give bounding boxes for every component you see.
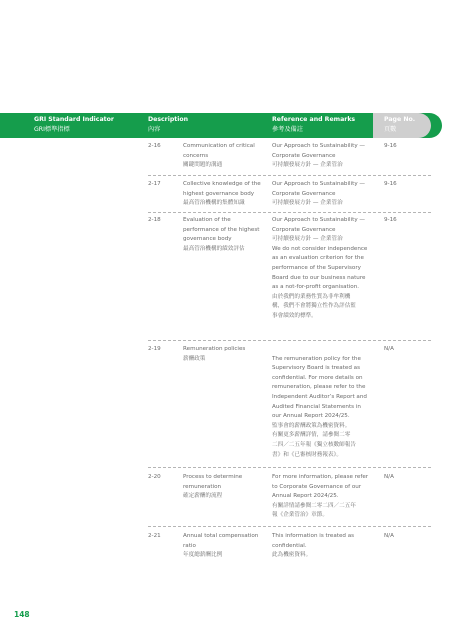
indicator-description: Communication of critical concerns 關鍵問題的溝通 [183, 143, 255, 169]
header-description-en: Description [148, 116, 189, 123]
indicator-page: N/A [384, 346, 394, 352]
indicator-description: Annual total compensation ratio 年度總薪酬比例 [183, 533, 259, 559]
row-divider [148, 526, 431, 527]
header-gri-indicator [34, 115, 114, 135]
indicator-reference: Our Approach to Sustainability — Corporate Governance 可持續發展方針 — 企業管治 [272, 181, 366, 207]
indicator-description: Remuneration policies 薪酬政策 [183, 346, 246, 362]
header-page-no [384, 115, 415, 135]
indicator-number: 2-17 [148, 181, 161, 187]
indicator-description: Evaluation of the performance of the highest governance body 最高管治機構的績效評估 [183, 217, 260, 252]
indicator-number: 2-18 [148, 217, 161, 223]
indicator-number: 2-20 [148, 474, 161, 480]
indicator-number: 2-16 [148, 143, 161, 149]
indicator-reference-text: The remuneration policy for the Supervisory Board is treated as confidential. For more details on remuneration, please refer to the Independent Auditor’s Report and Audited Financial Statements in our Annual Report 2024/25. 監事會的薪酬政策為機密資料。 有關更多薪酬詳情，請參閱二零 二四／二五年報《獨立核數師報告 書》和《已審核財務報表》。 [272, 355, 367, 458]
header-reference [272, 115, 355, 135]
indicator-page: N/A [384, 474, 394, 480]
indicator-description: Collective knowledge of the highest governance body 最高管治機構的集體知識 [183, 181, 261, 207]
indicator-reference: Our Approach to Sustainability — Corporate Governance 可持續發展方針 — 企業管治 We do not consider independence as an evaluation criterion for the performance of the Supervisory Board due to our business nature as a not-for-profit organisation. 由於我們的業務性質為非牟利機 構，我們不會將獨立性作為評估監 事會績效的標準。 [272, 217, 368, 319]
row-divider [148, 340, 431, 341]
indicator-page: 9-16 [384, 181, 397, 187]
indicator-number: 2-21 [148, 533, 161, 539]
header-reference-en: Reference and Remarks [272, 116, 356, 123]
indicator-page: N/A [384, 533, 394, 539]
indicator-reference [272, 345, 380, 460]
page-number: 148 [14, 610, 30, 619]
header-description-zh: 內容 [148, 126, 161, 133]
header-reference-zh: 參考及備註 [272, 126, 303, 133]
header-page-no-zh: 頁數 [384, 126, 397, 133]
indicator-page: 9-16 [384, 217, 397, 223]
header-gri-indicator-en: GRI Standard Indicator [34, 116, 114, 123]
indicator-number: 2-19 [148, 346, 161, 352]
row-divider [148, 212, 431, 213]
indicator-reference: For more information, please refer to Corporate Governance of our Annual Report 2024/25. 有關詳情請參閱二零二四／二五年 報《企業管治》章節。 [272, 474, 369, 519]
header-description [148, 115, 188, 135]
indicator-page: 9-16 [384, 143, 397, 149]
indicator-description: Process to determine remuneration 確定薪酬的流程 [183, 474, 243, 500]
header-page-no-en: Page No. [384, 116, 416, 123]
row-divider [148, 467, 431, 468]
row-divider [148, 175, 431, 176]
indicator-reference: Our Approach to Sustainability — Corporate Governance 可持續發展方針 — 企業管治 [272, 143, 366, 169]
header-gri-indicator-zh: GRI標準指標 [34, 126, 70, 133]
indicator-reference: This information is treated as confidential. 此為機密資料。 [272, 533, 355, 559]
